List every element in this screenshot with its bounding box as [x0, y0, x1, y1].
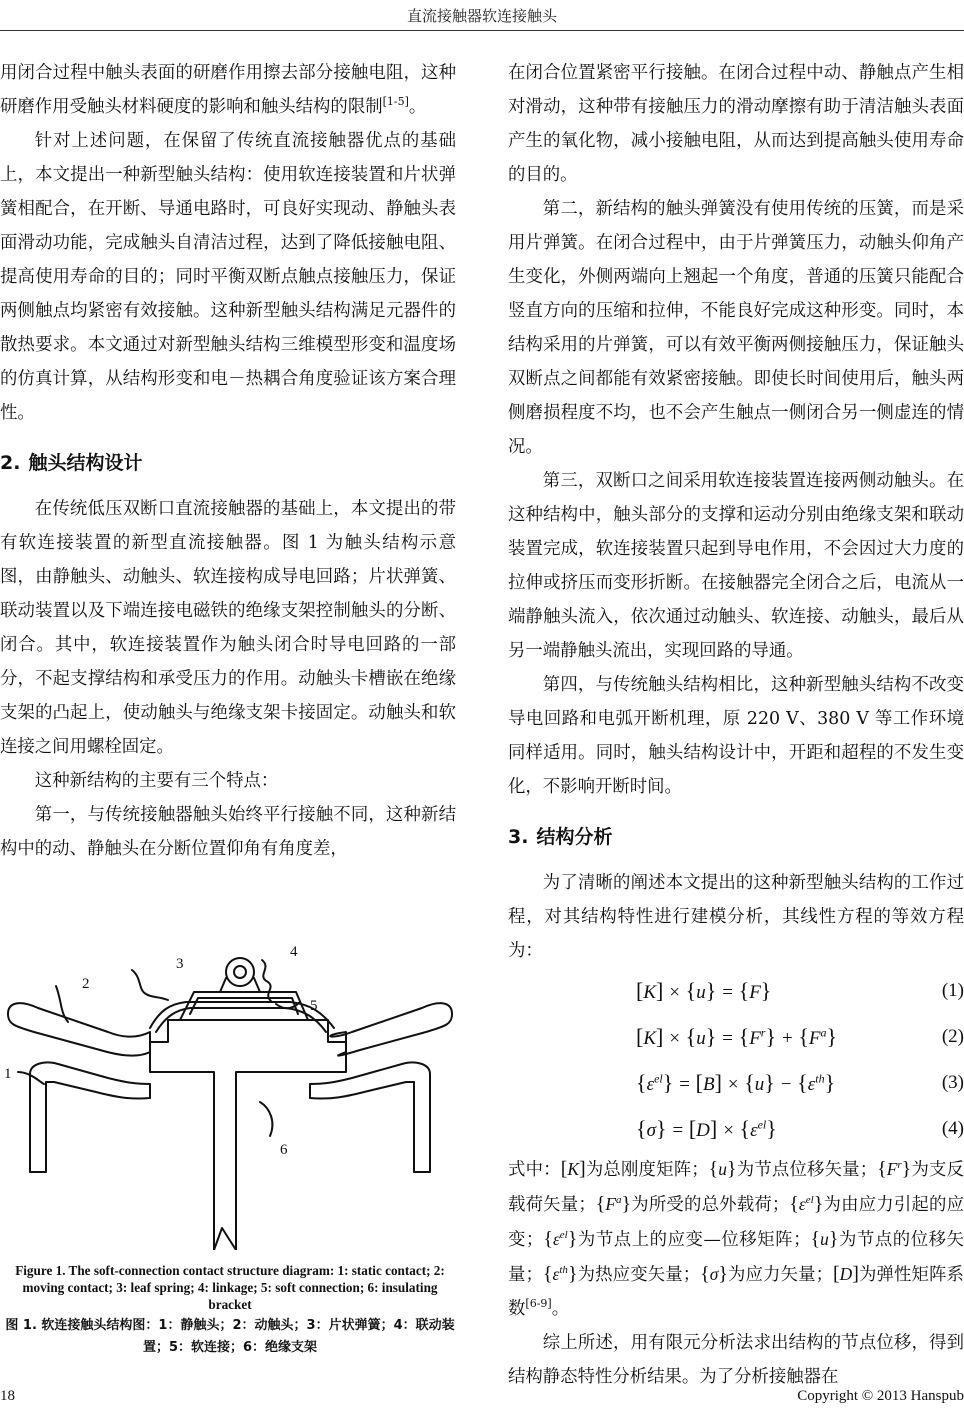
figure-label-5: 5	[310, 998, 318, 1014]
variable-definitions: 式中：[K]为总刚度矩阵；{u}为节点位移矢量；$\{F^r\}$为支反载荷矢量；$\{F^a\}$为所受的总外载荷；$\{\varepsilon^{el}\}$为由应力引起的应变；$\{\varepsilon^{el}\}$为节点上的应变—位移矩阵；{u}为节点的位移矢量；$\{\varepsilon^{th}\}$为热应变矢量；{σ}为应力矢量；[D]为弹性矩阵系数[6-9]。	[508, 1158, 964, 1319]
where-t8: 为节点的位移矢量；	[508, 1230, 964, 1285]
citation-1-5[interactable]: [1-5]	[382, 95, 409, 109]
where-t7: 为节点上的应变—位移矩阵；	[577, 1230, 811, 1250]
soft-connection-shape	[180, 992, 308, 1020]
section-3-number: 3.	[508, 826, 529, 848]
equation-1-number: (1)	[941, 980, 964, 1001]
right-paragraph-3: 第三，双断口之间采用软连接装置连接两侧动触头。在这种结构中，触头部分的支撑和运动分别由绝缘支架和联动装置完成，软连接装置只起到导电作用，不会因过大力度的拉伸或挤压而变形折断。在接触器完全闭合之后，电流从一端静触头流入，依次通过动触头、软连接、动触头，最后从另一端静触头流出，实现回路的导通。	[508, 471, 964, 661]
equation-4-number: (4)	[941, 1118, 964, 1139]
left-column	[0, 56, 456, 866]
insulating-bracket-shape	[150, 1020, 346, 1250]
where-t10: 为应力矢量；	[727, 1265, 833, 1285]
where-t5: 为所受的总外载荷；	[631, 1195, 790, 1215]
section-3-heading	[508, 822, 964, 852]
left-paragraph-5: 第一，与传统接触器触头始终平行接触不同，这种新结构中的动、静触头在分断位置仰角有角度差，	[0, 805, 456, 859]
figure-caption	[0, 1262, 460, 1359]
left-paragraph-1-text: 用闭合过程中触头表面的研磨作用擦去部分接触电阻，这种研磨作用受触头材料硬度的影响和触头结构的限制	[0, 63, 456, 117]
citation-6-9[interactable]: [6-9]	[525, 1297, 552, 1311]
equation-3-number: (3)	[941, 1072, 964, 1093]
equation-1: [K] × {u} = {F} (1)	[508, 968, 964, 1014]
static-contact-left-shape	[30, 1062, 150, 1172]
section-3-title: 结构分析	[536, 826, 613, 848]
page-number: 18	[0, 1388, 15, 1404]
left-paragraph-2: 针对上述问题，在保留了传统直流接触器优点的基础上，本文提出一种新型触头结构：使用软连接装置和片状弹簧相配合，在开断、导通电路时，可良好实现动、静触头表面滑动功能，完成触头自清洁过程，达到了降低接触电阻、提高使用寿命的目的；同时平衡双断点触点接触压力，保证两侧触点均紧密有效接触。这种新型触头结构满足元器件的散热要求。本文通过对新型触头结构三维模型形变和温度场的仿真计算，从结构形变和电－热耦合角度验证该方案合理性。	[0, 131, 456, 423]
left-paragraph-3: 在传统低压双断口直流接触器的基础上，本文提出的带有软连接装置的新型直流接触器。图 1 为触头结构示意图，由静触头、动触头、软连接构成导电回路；片状弹簧、联动装置以及下端连接电磁铁的绝缘支架控制触头的分断、闭合。其中，软连接装置作为触头闭合时导电回路的一部分，不起支撑结构和承受压力的作用。动触头卡槽嵌在绝缘支架的凸起上，使动触头与绝缘支架卡接固定。动触头和软连接之间用螺栓固定。	[0, 499, 456, 757]
where-t12: 。	[551, 1299, 570, 1319]
where-t6: 为由应力引起的应变；	[508, 1195, 964, 1250]
equation-2-number: (2)	[941, 1026, 964, 1047]
running-head: 直流接触器软连接触头	[406, 7, 557, 25]
moving-contact-right-shape	[330, 1003, 452, 1055]
where-t4: 为支反载荷矢量；	[508, 1160, 964, 1215]
figure-label-1: 1	[4, 1066, 12, 1082]
where-t9: 为热应变矢量；	[577, 1265, 701, 1285]
right-paragraph-6: 综上所述，用有限元分析法求出结构的节点位移，得到结构静态特性分析结果。为了分析接触器在	[508, 1333, 964, 1387]
right-paragraph-1: 在闭合位置紧密平行接触。在闭合过程中动、静触点产生相对滑动，这种带有接触压力的滑动摩擦有助于清洁触头表面产生的氧化物，减小接触电阻，从而达到提高触头使用寿命的目的。	[508, 63, 964, 185]
right-paragraph-5: 为了清晰的阐述本文提出的这种新型触头结构的工作过程，对其结构特性进行建模分析，其线性方程的等效方程为：	[508, 873, 964, 961]
linkage-pin	[226, 958, 254, 986]
right-paragraph-2: 第二，新结构的触头弹簧没有使用传统的压簧，而是采用片弹簧。在闭合过程中，由于片弹簧压力，动触头仰角产生变化，外侧两端向上翘起一个角度，普通的压簧只能配合竖直方向的压缩和拉伸，不能良好完成这种形变。同时，本结构采用的片弹簧，可以有效平衡两侧接触压力，保证触头双断点之间都能有效紧密接触。即使长时间使用后，触头两侧磨损程度不均，也不会产生触点一侧闭合另一侧虚连的情况。	[508, 199, 964, 457]
figure-caption-zh: 图 1. 软连接触头结构图：1：静触头；2：动触头；3：片状弹簧；4：联动装置；5：软连接；6：绝缘支架	[5, 1318, 455, 1355]
header-rule	[0, 30, 964, 31]
where-t3: 为节点位移矢量；	[736, 1160, 878, 1180]
where-t2: 为总刚度矩阵；	[585, 1160, 709, 1180]
figure-1	[0, 932, 460, 1250]
equation-4: $\{\sigma\} = [D] \times \{\varepsilon^{el}\}$ (4)	[508, 1106, 964, 1152]
copyright-notice: Copyright © 2013 Hanspub	[797, 1388, 964, 1404]
moving-contact-left-shape	[8, 1003, 150, 1055]
where-t1: 式中：	[508, 1160, 561, 1180]
equation-2: $[K] \times \{u\} = \{F^r\} + \{F^a\}$ (2)	[508, 1014, 964, 1060]
figure-caption-en: Figure 1. The soft-connection contact structure diagram: 1: static contact; 2: moving contact; 3: leaf spring; 4: linkage; 5: soft connection; 6: insulating bracket	[15, 1263, 445, 1312]
equation-3: $\{\varepsilon^{el}\} = [B] \times \{u\} - \{\varepsilon^{th}\}$ (3)	[508, 1060, 964, 1106]
figure-label-4: 4	[290, 944, 298, 960]
figure-label-3: 3	[176, 956, 184, 972]
section-2-title: 触头结构设计	[28, 452, 143, 474]
contact-structure-diagram	[0, 932, 460, 1250]
section-2-number: 2.	[0, 452, 21, 474]
figure-label-2: 2	[82, 976, 90, 992]
left-paragraph-1	[0, 56, 456, 124]
right-column	[508, 56, 964, 1394]
where-t11: 为弹性矩阵系数	[508, 1265, 964, 1319]
section-2-heading	[0, 448, 456, 478]
left-paragraph-1-end: 。	[408, 97, 427, 117]
figure-label-6: 6	[280, 1142, 288, 1158]
left-paragraph-4: 这种新结构的主要有三个特点：	[34, 771, 279, 791]
right-paragraph-4: 第四，与传统触头结构相比，这种新型触头结构不改变导电回路和电弧开断机理，原 220 V、380 V 等工作环境同样适用。同时，触头结构设计中，开距和超程的不发生变化，不影响开断时间。	[508, 675, 964, 797]
static-contact-right-shape	[310, 1062, 430, 1172]
